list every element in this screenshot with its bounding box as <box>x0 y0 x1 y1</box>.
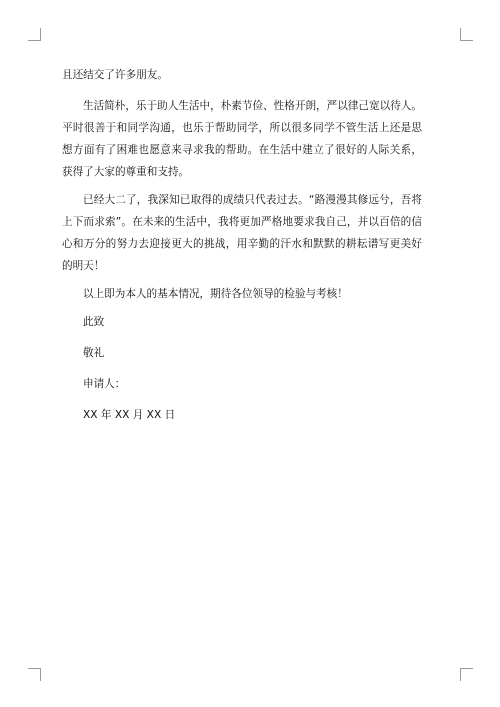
document-body <box>62 64 422 435</box>
crop-mark-bottom-right <box>460 668 473 681</box>
closing-regards: 敬礼 <box>83 347 105 359</box>
crop-mark-top-right <box>460 28 473 41</box>
crop-mark-top-left <box>28 28 41 41</box>
paragraph-summary: 以上即为本人的基本情况，期待各位领导的检验与考核！ <box>83 288 348 300</box>
crop-mark-bottom-left <box>28 668 41 681</box>
applicant-label: 申请人： <box>83 378 126 390</box>
paragraph-future: 已经大二了，我深知已取得的成绩只代表过去。“路漫漫其修远兮，吾将上下而求索”。在未来的生活中，我将更加严格地要求我自己，并以百倍的信心和万分的努力去迎接更大的挑战，用辛勤的汗水和默默的耕耘谱写更美好的明天！ <box>62 194 422 272</box>
paragraph-life: 生活简朴，乐于助人生活中，朴素节俭、性格开朗，严以律己宽以待人。平时很善于和同学沟通，也乐于帮助同学，所以很多同学不管生活上还是思想方面有了困难也愿意来寻求我的帮助。在生活中建立了很好的人际关系，获得了大家的尊重和支持。 <box>62 100 422 178</box>
date-line: XX 年 XX 月 XX 日 <box>83 409 176 421</box>
closing-salutation: 此致 <box>83 316 105 328</box>
paragraph-continuation: 且还结交了许多朋友。 <box>62 69 168 81</box>
